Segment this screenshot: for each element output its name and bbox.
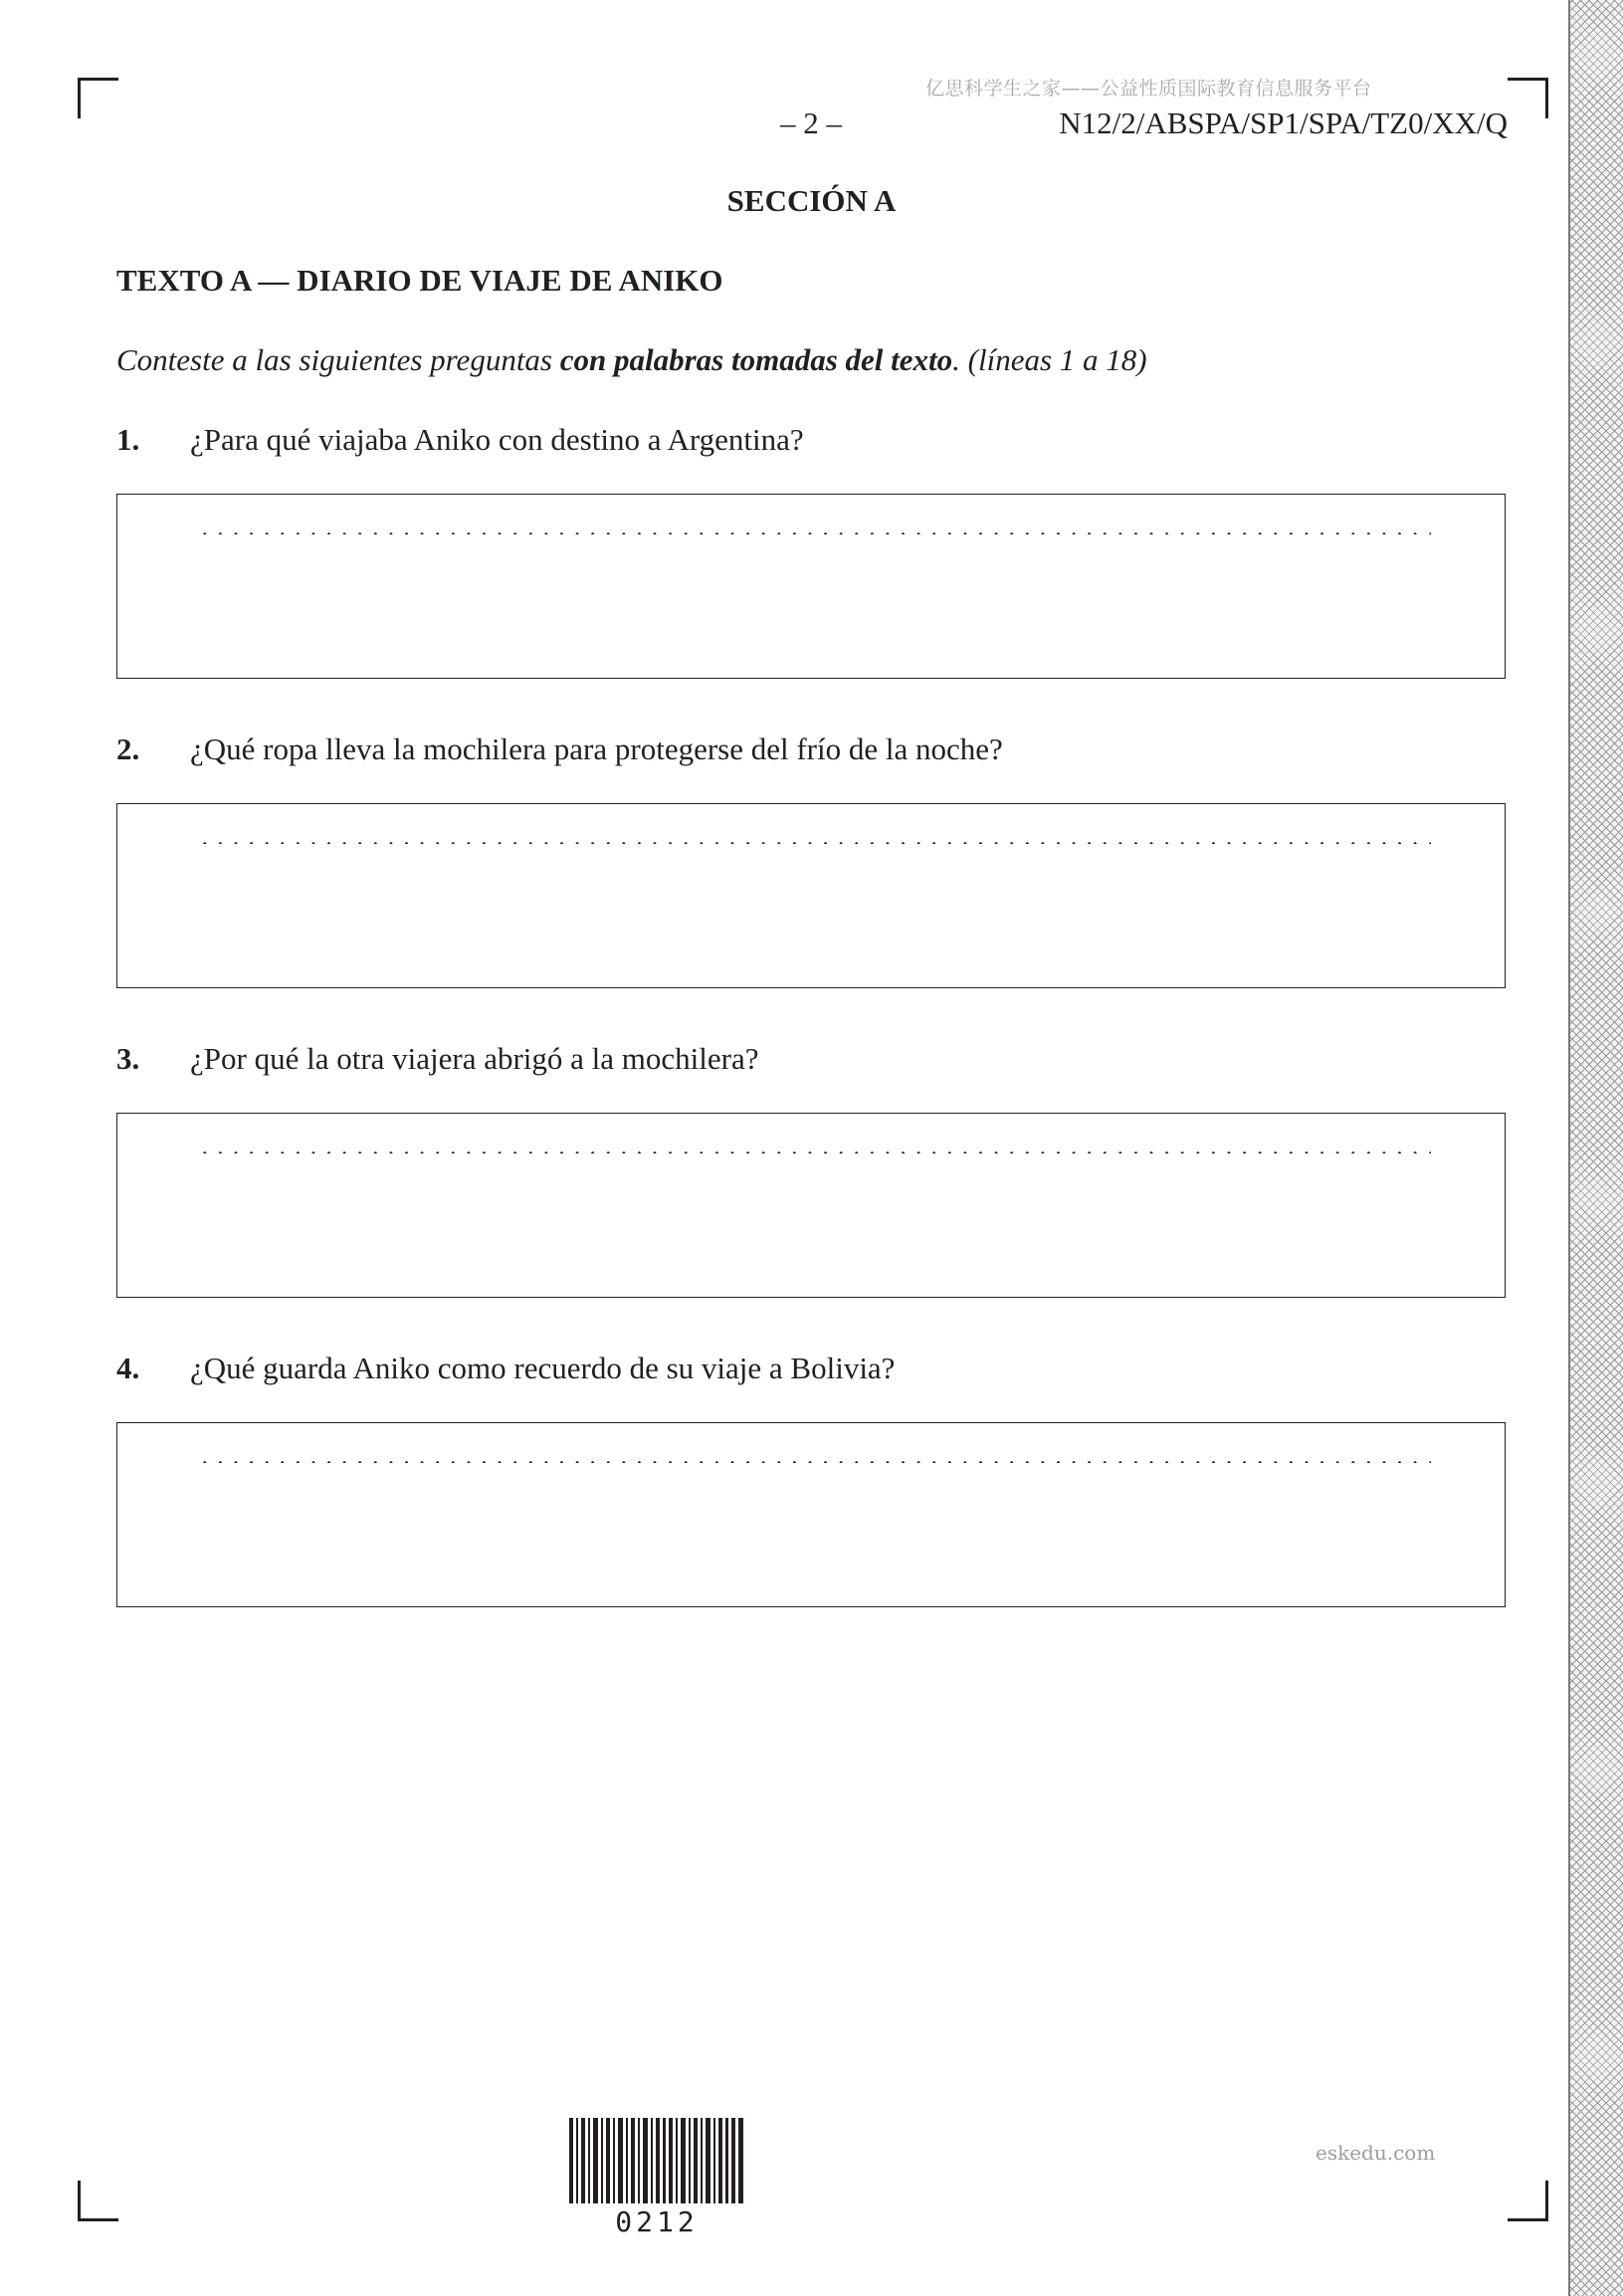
question-number: 3. xyxy=(116,1041,140,1076)
answer-box-4[interactable] xyxy=(116,1422,1506,1607)
instructions-prefix: Conteste a las siguientes preguntas xyxy=(116,342,560,377)
answer-dotted-line xyxy=(197,1461,1431,1463)
watermark-text: 亿思科学生之家——公益性质国际教育信息服务平台 xyxy=(925,78,1372,100)
instructions-suffix: . (líneas 1 a 18) xyxy=(952,342,1147,377)
section-title: SECCIÓN A xyxy=(726,183,897,218)
barcode xyxy=(567,2118,746,2203)
crop-mark-top-left xyxy=(78,78,118,118)
question-text: ¿Por qué la otra viajera abrigó a la mochilera? xyxy=(190,1041,759,1076)
question-number: 2. xyxy=(116,731,140,766)
instructions xyxy=(116,342,1147,378)
site-watermark: eskedu.com xyxy=(1316,2141,1436,2165)
crop-mark-top-right xyxy=(1508,78,1548,118)
question-number: 4. xyxy=(116,1351,140,1385)
question-number: 1. xyxy=(116,422,140,457)
answer-box-2[interactable] xyxy=(116,803,1506,988)
question-text: ¿Qué guarda Aniko como recuerdo de su viaje a Bolivia? xyxy=(190,1351,896,1385)
page-number: – 2 – xyxy=(780,105,842,140)
answer-dotted-line xyxy=(197,842,1431,844)
question-text: ¿Para qué viajaba Aniko con destino a Argentina? xyxy=(190,422,804,457)
answer-box-3[interactable] xyxy=(116,1113,1506,1298)
instructions-emphasis: con palabras tomadas del texto xyxy=(559,342,953,377)
text-title: TEXTO A — DIARIO DE VIAJE DE ANIKO xyxy=(116,263,723,298)
barcode-number: 0212 xyxy=(615,2205,699,2238)
paper-code: N12/2/ABSPA/SP1/SPA/TZ0/XX/Q xyxy=(1059,105,1508,140)
crop-mark-bottom-right xyxy=(1508,2181,1548,2221)
answer-box-1[interactable] xyxy=(116,494,1506,679)
answer-dotted-line xyxy=(197,532,1431,534)
question-text: ¿Qué ropa lleva la mochilera para protegerse del frío de la noche? xyxy=(190,731,1003,766)
answer-dotted-line xyxy=(197,1151,1431,1153)
crop-mark-bottom-left xyxy=(78,2181,118,2221)
perforated-margin xyxy=(1568,0,1623,2296)
